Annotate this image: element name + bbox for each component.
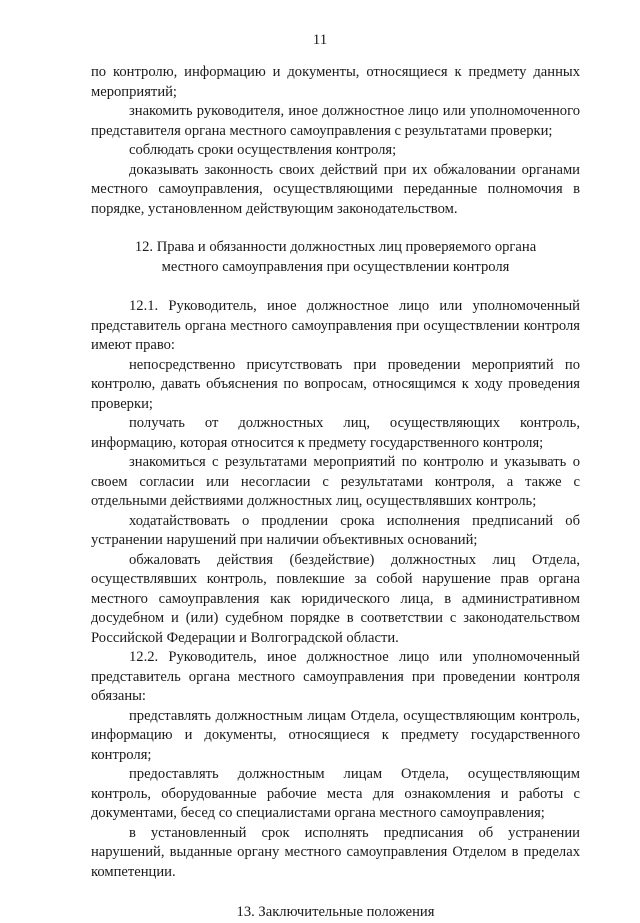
list-item: в установленный срок исполнять предписания об устранении нарушений, выданные органу местного самоуправления Отделом в пределах компетенции. <box>91 824 580 880</box>
list-item: обжаловать действия (бездействие) должностных лиц Отдела, осуществлявших контроль, повлекшие за собой нарушение прав органа местного самоуправления как юридического лица, в административном досудебном и (или) судебном порядке в соответствии с законодательством Российской Федерации и Волгоградской области. <box>91 551 580 646</box>
section-12-heading-line-1: 12. Права и обязанности должностных лиц проверяемого органа <box>134 239 537 255</box>
list-item: представлять должностным лицам Отдела, осуществляющим контроль, информацию и документы, относящиеся к предмету государственного контроля; <box>91 707 580 763</box>
continued-paragraph: по контролю, информацию и документы, относящиеся к предмету данных мероприятий; <box>91 64 580 100</box>
list-item: предоставлять должностным лицам Отдела, осуществляющим контроль, оборудованные рабочие места для ознакомления и работы с документами, бесед со специалистами органа местного самоуправления; <box>91 766 580 821</box>
document-body <box>91 63 580 923</box>
list-item: соблюдать сроки осуществления контроля; <box>129 142 397 158</box>
clause-12-2: 12.2. Руководитель, иное должностное лицо или уполномоченный представитель органа местного самоуправления при проведении контроля обязаны: <box>91 649 580 704</box>
list-item: ходатайствовать о продлении срока исполнения предписаний об устранении нарушений при наличии объективных оснований; <box>91 512 580 548</box>
clause-12-1: 12.1. Руководитель, иное должностное лицо или уполномоченный представитель органа местного самоуправления при осуществлении контроля имеют право: <box>91 298 580 353</box>
page-number: 11 <box>312 32 328 48</box>
section-13-heading: 13. Заключительные положения <box>236 904 435 920</box>
section-12-heading-line-2: местного самоуправления при осуществлении контроля <box>161 258 510 275</box>
list-item: знакомить руководителя, иное должностное лицо или уполномоченного представителя органа местного самоуправления с результатами проверки; <box>91 103 580 139</box>
list-item: непосредственно присутствовать при проведении мероприятий по контролю, давать объяснения по вопросам, относящимся к ходу проведения проверки; <box>91 356 580 412</box>
list-item: знакомиться с результатами мероприятий по контролю и указывать о своем согласии или несогласии с результатами контроля, а также с отдельными действиями должностных лиц, осуществлявших контроль; <box>91 454 580 509</box>
list-item: доказывать законность своих действий при их обжаловании органами местного самоуправления, осуществляющими переданные полномочия в порядке, установленном действующим законодательством. <box>91 161 580 217</box>
list-item: получать от должностных лиц, осуществляющих контроль, информацию, которая относится к предмету государственного контроля; <box>91 415 580 451</box>
section-12-heading <box>91 238 580 277</box>
